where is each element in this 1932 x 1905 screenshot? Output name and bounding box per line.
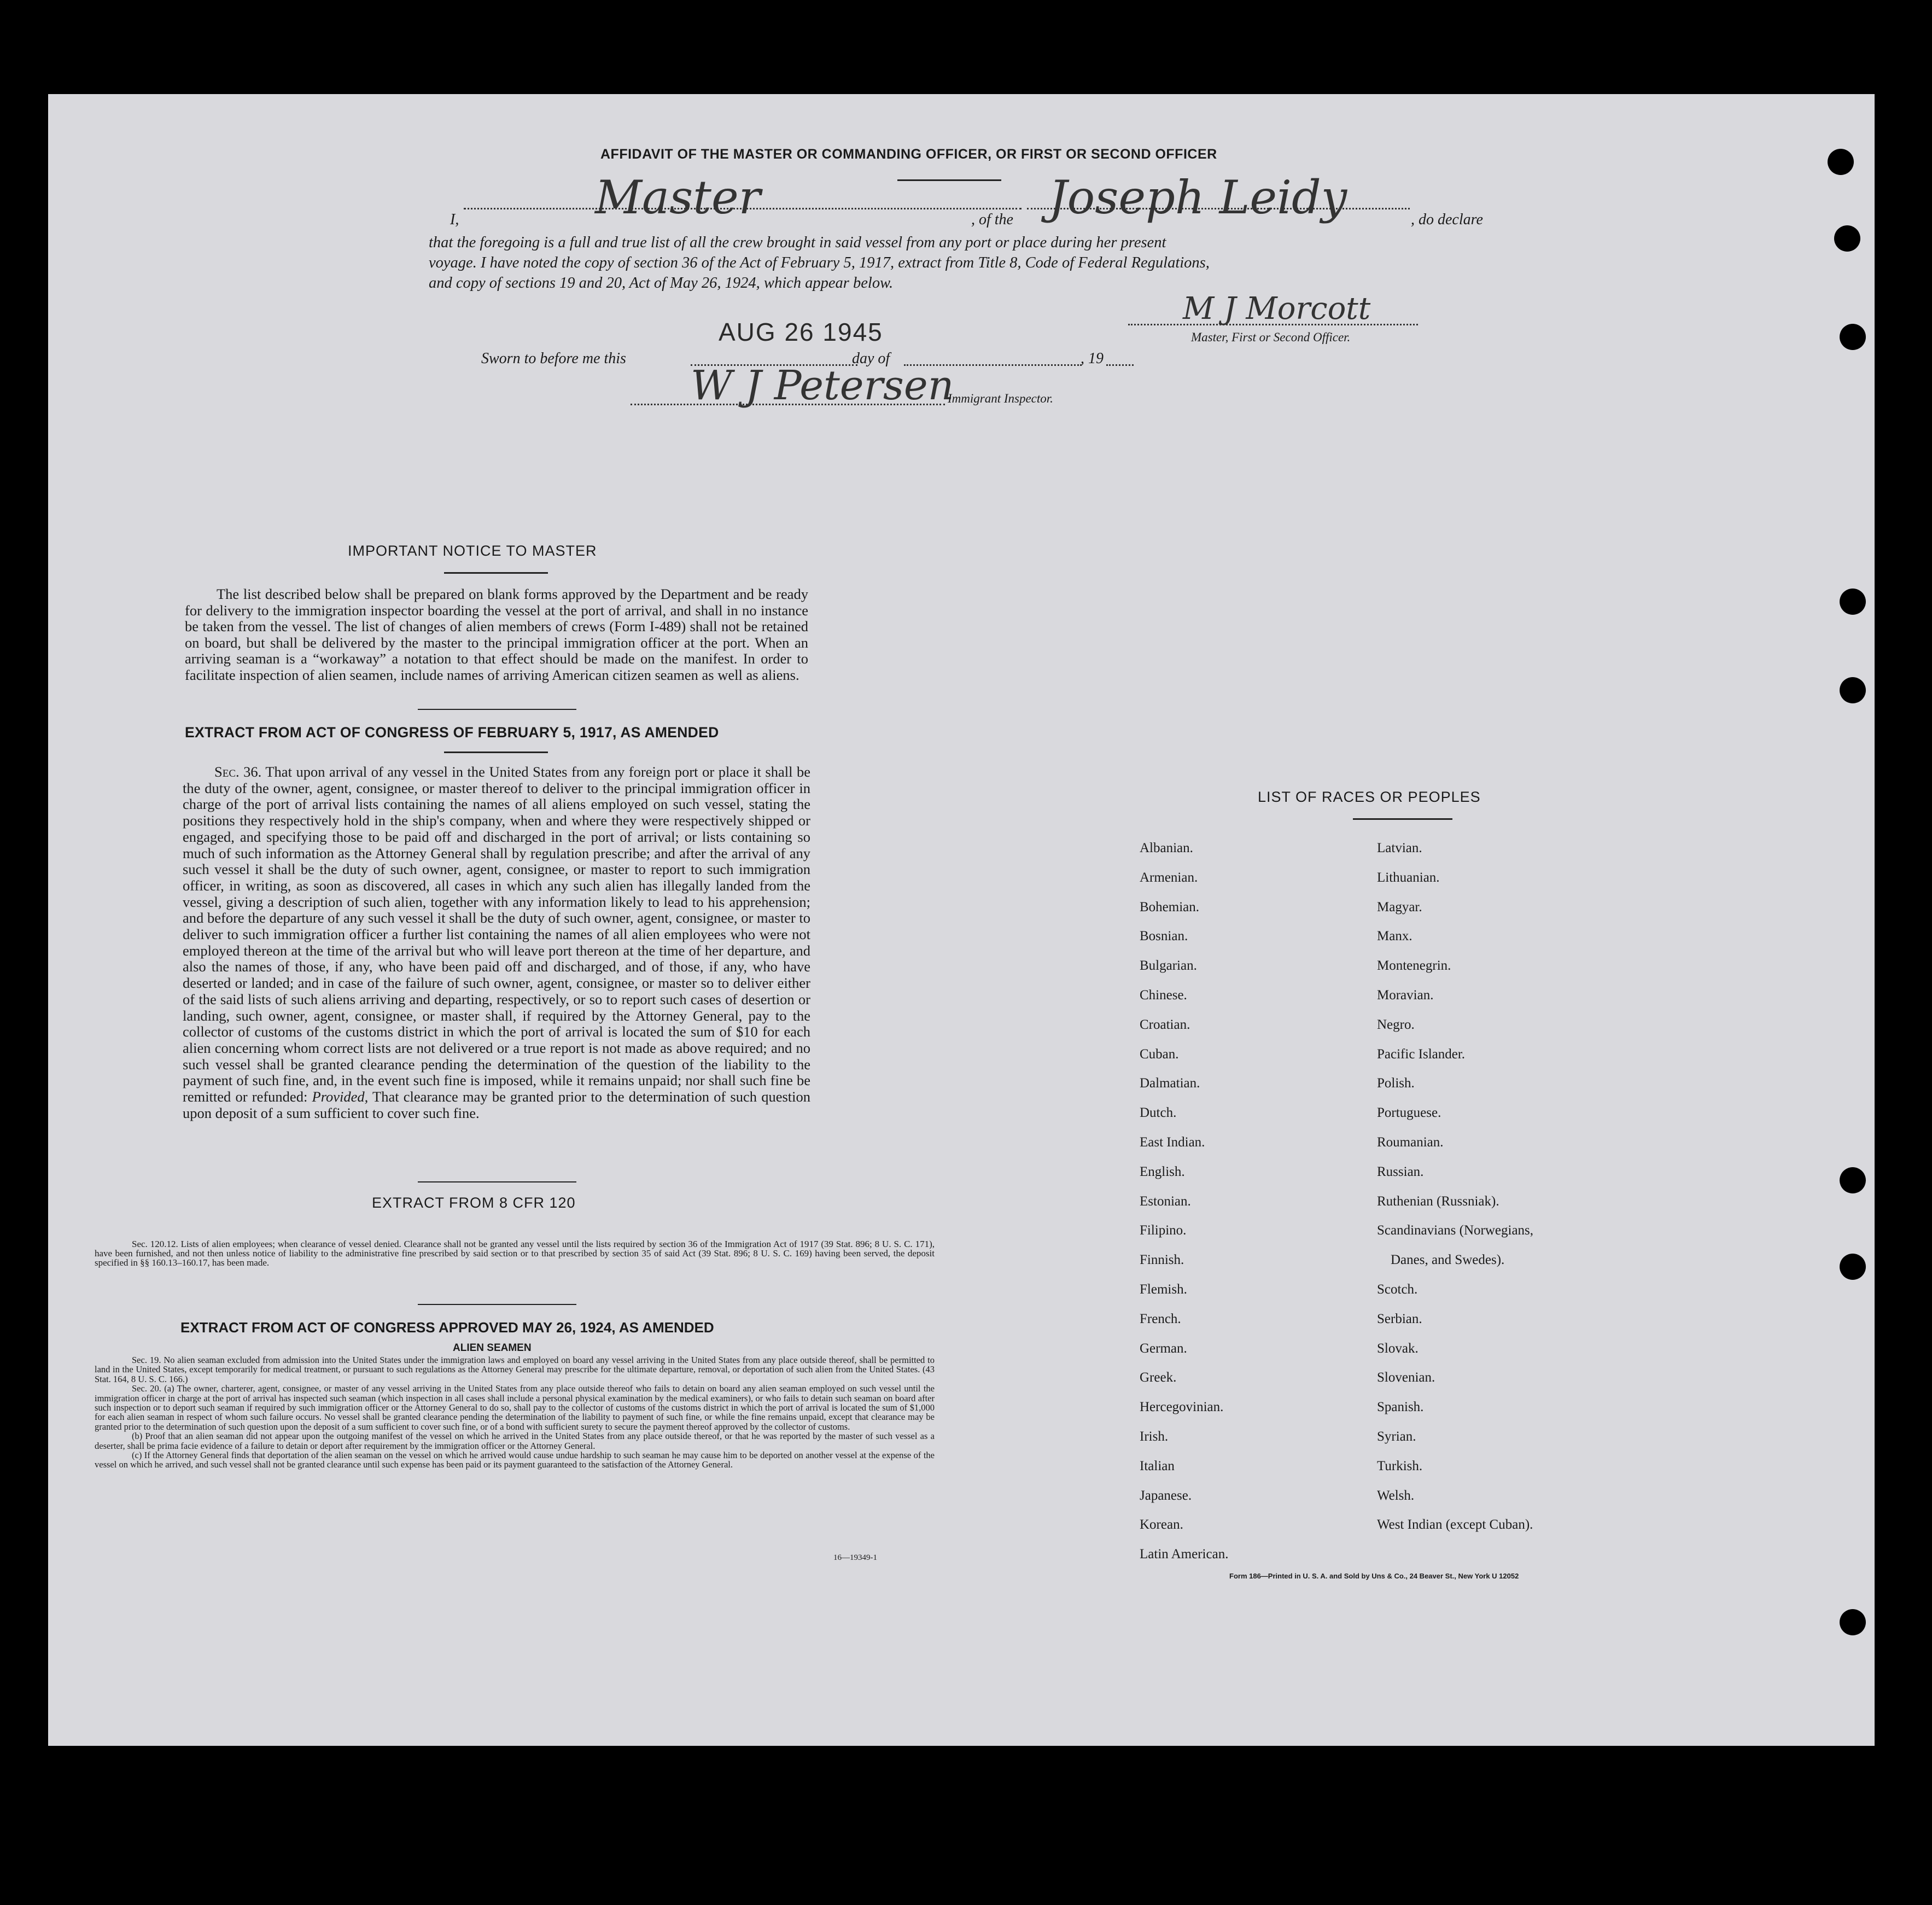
- race-item: Bosnian.: [1140, 929, 1188, 944]
- notice-divider: [418, 709, 576, 710]
- race-item: Bohemian.: [1140, 899, 1200, 914]
- race-item: Filipino.: [1140, 1223, 1187, 1238]
- handwritten-master-signature: M J Morcott: [1183, 291, 1371, 327]
- binder-hole: [1840, 324, 1866, 350]
- race-item: Japanese.: [1140, 1488, 1192, 1503]
- race-item: Polish.: [1377, 1076, 1415, 1091]
- of-the-label: , of the: [971, 211, 1013, 228]
- race-item: Scotch.: [1377, 1281, 1418, 1297]
- extract-1924-body: [95, 1355, 935, 1470]
- extract-1917-body: [183, 764, 810, 1121]
- race-item: Turkish.: [1377, 1458, 1423, 1473]
- race-item: Chinese.: [1140, 987, 1187, 1003]
- document-page: [48, 94, 1875, 1746]
- race-item: Ruthenian (Russniak).: [1377, 1193, 1499, 1209]
- binder-hole: [1834, 225, 1860, 252]
- race-item: Slovak.: [1377, 1341, 1419, 1356]
- race-item: Welsh.: [1377, 1488, 1415, 1503]
- race-item: Flemish.: [1140, 1281, 1187, 1297]
- extract-cfr-title: EXTRACT FROM 8 CFR 120: [372, 1195, 576, 1211]
- extract-1917-rule: [444, 751, 548, 753]
- races-column-1: [1140, 834, 1228, 1569]
- binder-hole: [1840, 589, 1866, 615]
- race-item: Latvian.: [1377, 841, 1422, 855]
- year-prefix: , 19: [1081, 350, 1104, 367]
- section-20b-text: (b) Proof that an alien seaman did not appear upon the outgoing manifest of the vessel on which he arrived in the United States from any place outside thereof, or that he was reported by the master of such vessel as a deserter, shall be prima facie evidence of a failure to detain or deport after requirement by the immigration officer or the Attorney General.: [95, 1431, 935, 1451]
- race-item: Pacific Islander.: [1377, 1046, 1466, 1062]
- notice-title: IMPORTANT NOTICE TO MASTER: [348, 543, 597, 559]
- race-item: Syrian.: [1377, 1429, 1416, 1444]
- handwritten-vessel-name: Joseph Leidy: [1049, 171, 1347, 224]
- race-item: Korean.: [1140, 1517, 1183, 1533]
- race-item: Irish.: [1140, 1429, 1169, 1444]
- handwritten-inspector-signature: W J Petersen: [691, 362, 954, 409]
- race-item: Greek.: [1140, 1370, 1177, 1385]
- do-declare-label: , do declare: [1411, 211, 1483, 228]
- affidavit-line-1: that the foregoing is a full and true list of all the crew brought in said vessel from any port or place during her present: [429, 234, 1166, 251]
- binder-hole: [1840, 1609, 1866, 1635]
- extract-1917-divider: [418, 1181, 576, 1182]
- race-item: Roumanian.: [1377, 1134, 1444, 1150]
- extract-cfr-body: Sec. 120.12. Lists of alien employees; when clearance of vessel denied. Clearance shall not be granted any vessel until the lists required by section 36 of the Immigration Act of 1917 (39 Stat. 896; 8 U. S. C. 171), have been furnished, and not then unless notice of liability to the administrative fine prescribed by said section or to that prescribed by section 35 of said Act (39 Stat. 896; 8 U. S. C. 169) having been served, the deposit specified in §§ 160.13–160.17, has been made.: [95, 1239, 935, 1268]
- race-item: Manx.: [1377, 929, 1412, 944]
- races-column-2: [1377, 834, 1533, 1540]
- section-20a-text: Sec. 20. (a) The owner, charterer, agent, consignee, or master of any vessel arriving in the United States from any place outside thereof who fails to detain on board any alien seaman employed on such vessel until the immigration officer in charge at the port of arrival has inspected such seaman (which inspection in all cases shall include a personal physical examination by the medical examiners), or who fails to detain such seaman on board after such inspection or to deport such seaman if required by such immigration officer or the Attorney General to do so, shall pay to the collector of customs of the customs district in which the port of arrival is located the sum of $1,000 for each alien seaman in respect of whom such failure occurs. No vessel shall be granted clearance pending the determination of the liability to payment of such fine, or while the fine remains unpaid, except that clearance may be granted prior to the determination of such question upon the deposit of a sum sufficient to cover such fine, or of a bond with sufficient surety to secure the payment thereof approved by the collector of customs.: [95, 1383, 935, 1432]
- race-item: English.: [1140, 1164, 1185, 1179]
- race-item: Estonian.: [1140, 1193, 1191, 1209]
- race-item: Moravian.: [1377, 987, 1434, 1003]
- race-item: Latin American.: [1140, 1547, 1229, 1562]
- day-of-label: day of: [852, 350, 890, 367]
- races-title-rule: [1353, 818, 1452, 820]
- declare-prefix: I,: [450, 211, 459, 228]
- race-item: Montenegrin.: [1377, 958, 1451, 974]
- race-item: Lithuanian.: [1377, 870, 1440, 885]
- title-underline: [897, 179, 1001, 181]
- binder-hole: [1828, 149, 1854, 175]
- race-item: Armenian.: [1140, 870, 1198, 885]
- proviso-word: Provided,: [312, 1088, 369, 1105]
- race-item: Negro.: [1377, 1017, 1415, 1032]
- race-item: Albanian.: [1140, 841, 1193, 855]
- affidavit-title: AFFIDAVIT OF THE MASTER OR COMMANDING OFFICER, OR FIRST OR SECOND OFFICER: [600, 147, 1217, 162]
- race-item: Russian.: [1377, 1164, 1424, 1179]
- race-item: Hercegovinian.: [1140, 1400, 1224, 1415]
- race-item: Croatian.: [1140, 1017, 1190, 1032]
- race-item: West Indian (except Cuban).: [1377, 1517, 1533, 1533]
- master-caption: Master, First or Second Officer.: [1191, 330, 1351, 344]
- binder-hole: [1840, 1254, 1866, 1280]
- race-item: Scandinavians (Norwegians, Danes, and Swedes).: [1377, 1223, 1534, 1268]
- race-item: Magyar.: [1377, 899, 1422, 914]
- race-item: German.: [1140, 1341, 1187, 1356]
- race-item: Finnish.: [1140, 1252, 1184, 1268]
- race-item: Spanish.: [1377, 1400, 1424, 1415]
- form-number: 16—19349-1: [833, 1553, 877, 1562]
- sworn-year-blank: [1106, 364, 1134, 366]
- inspector-caption: Immigrant Inspector.: [948, 392, 1053, 405]
- affidavit-line-2: voyage. I have noted the copy of section 36 of the Act of February 5, 1917, extract from Title 8, Code of Federal Regulations,: [429, 254, 1210, 271]
- extract-1924-subtitle: ALIEN SEAMEN: [453, 1342, 532, 1354]
- race-item: Bulgarian.: [1140, 958, 1197, 974]
- race-item: Dalmatian.: [1140, 1076, 1200, 1091]
- extract-cfr-divider: [418, 1304, 576, 1305]
- section-36-text-a: That upon arrival of any vessel in the United States from any foreign port or place it shall be the duty of the owner, agent, consignee, or master thereof to deliver to the principal immigration officer in charge of the port of arrival lists containing the names of all aliens employed on such vessel, stating the positions they respectively hold in the ship's company, when and where they were respectively shipped or engaged, and specifying those to be paid off and discharged in the port of arrival; or lists containing so much of such information as the Attorney General shall by regulation prescribe; and after the arrival of any such vessel it shall be the duty of such owner, agent, consignee, or master to report to such immigration officer, in writing, as soon as discovered, all cases in which any such alien has illegally landed from the vessel, giving a description of such alien, together with any information likely to lead to his apprehension; and before the departure of any such vessel it shall be the duty of such owner, agent, consignee, or master to deliver to such immigration officer a further list containing the names of all alien employees who were not employed thereon at the time of the arrival but who will leave port thereon at the time of her departure, and also the names of those, if any, who have been paid off and discharged, and of those, if any, who have deserted or landed; and in case of the failure of such owner, agent, consignee, or master so to deliver either of the said lists of such aliens arriving and departing, respectively, or so to report such cases of desertion or landing, such owner, agent, consignee, or master shall, if required by the Attorney General, pay to the collector of customs of the customs district in which the port of arrival is located the sum of $10 for each alien concerning whom correct lists are not delivered or a true report is not made as above required; and no such vessel shall be granted clearance pending the determination of the question of the liability to the payment of such fine, and, in the event such fine is imposed, while it remains unpaid; nor shall such fine be remitted or refunded:: [183, 764, 810, 1105]
- section-36-label: Sec. 36.: [214, 764, 262, 780]
- race-item: Italian: [1140, 1458, 1175, 1473]
- race-item: Portuguese.: [1377, 1105, 1441, 1121]
- sworn-label: Sworn to before me this: [481, 350, 626, 367]
- binder-hole: [1840, 1167, 1866, 1193]
- race-item: East Indian.: [1140, 1134, 1205, 1150]
- handwritten-rank: Master: [595, 171, 761, 224]
- extract-1924-title: EXTRACT FROM ACT OF CONGRESS APPROVED MAY 26, 1924, AS AMENDED: [180, 1319, 714, 1336]
- notice-title-rule: [444, 572, 548, 574]
- section-20c-text: (c) If the Attorney General finds that deportation of the alien seaman on the vessel on which he arrived would cause undue hardship to such seaman he may cause him to be deported on another vessel at the expense of the vessel on which he arrived, and such vessel shall not be granted clearance until such expense has been paid or its payment guaranteed to the satisfaction of the Attorney General.: [95, 1450, 935, 1470]
- section-36-text-b: That clearance may be granted prior to the determination of such question upon deposit of a sum sufficient to cover such fine.: [183, 1088, 810, 1121]
- extract-1917-title: EXTRACT FROM ACT OF CONGRESS OF FEBRUARY 5, 1917, AS AMENDED: [185, 724, 719, 741]
- races-title: LIST OF RACES OR PEOPLES: [1258, 789, 1481, 805]
- section-19-text: Sec. 19. No alien seaman excluded from admission into the United States under the immigration laws and employed on board any vessel arriving in the United States from any place outside thereof, shall be permitted to land in the United States, except temporarily for medical treatment, or pursuant to such regulations as the Attorney General may prescribe for the ultimate departure, removal, or deportation of such alien from the United States. (43 Stat. 164, 8 U. S. C. 166.): [95, 1355, 935, 1384]
- affidavit-line-3: and copy of sections 19 and 20, Act of May 26, 1924, which appear below.: [429, 275, 894, 292]
- race-item: Slovenian.: [1377, 1370, 1435, 1385]
- race-item: Serbian.: [1377, 1311, 1422, 1326]
- notice-body: The list described below shall be prepared on blank forms approved by the Department and be ready for delivery to the immigration inspector boarding the vessel at the port of arrival, and shall in no instance be taken from the vessel. The list of changes of alien members of crews (Form I-489) shall not be retained on board, but shall be delivered by the master to the principal immigration officer at the port. When an arriving seaman is a “workaway” a notation to that effect should be made on the manifest. In order to facilitate inspection of alien seamen, include names of arriving American citizen seamen as well as aliens.: [185, 586, 808, 683]
- race-item: Dutch.: [1140, 1105, 1177, 1121]
- race-item: French.: [1140, 1311, 1181, 1326]
- date-stamp: AUG 26 1945: [719, 318, 883, 346]
- binder-hole: [1840, 677, 1866, 703]
- race-item: Cuban.: [1140, 1046, 1179, 1062]
- printer-footer: Form 186—Printed in U. S. A. and Sold by Uns & Co., 24 Beaver St., New York U 12052: [1229, 1572, 1519, 1580]
